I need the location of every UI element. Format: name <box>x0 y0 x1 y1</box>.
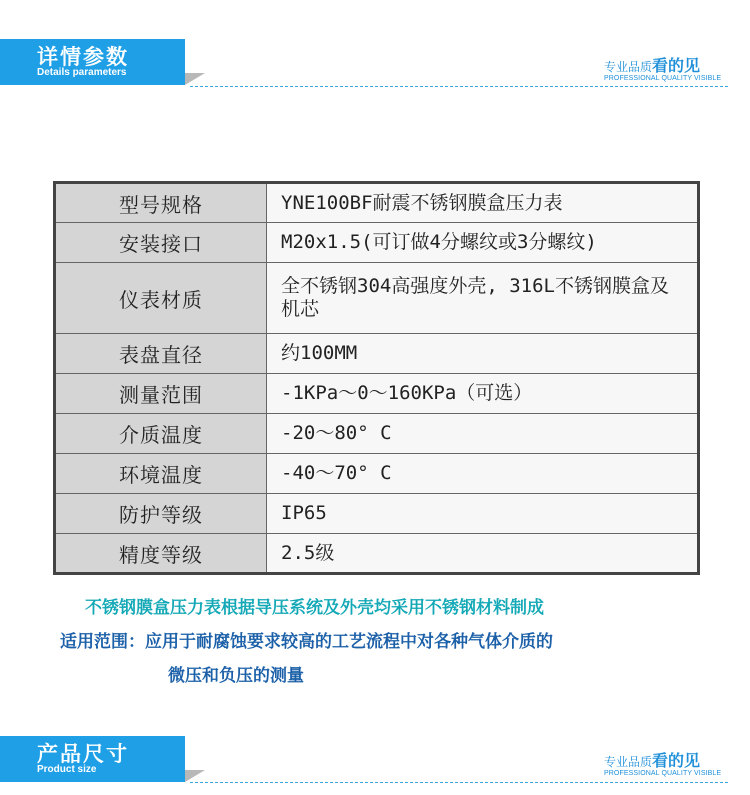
spec-label: 环境温度 <box>55 454 267 494</box>
spec-value: 约100MM <box>267 334 699 374</box>
size-section-title: 产品尺寸 <box>37 742 129 766</box>
spec-label: 型号规格 <box>55 183 267 223</box>
spec-value: 2.5级 <box>267 534 699 574</box>
application-note: 适用范围：应用于耐腐蚀要求较高的工艺流程中对各种气体介质的 <box>60 632 553 652</box>
quality-english: PROFESSIONAL QUALITY VISIBLE <box>604 770 722 777</box>
details-section-subtitle: Details parameters <box>37 67 127 78</box>
spec-value: -20～80° C <box>267 414 699 454</box>
table-row <box>55 454 699 494</box>
spec-label: 精度等级 <box>55 534 267 574</box>
quality-english: PROFESSIONAL QUALITY VISIBLE <box>604 75 722 82</box>
table-row <box>55 223 699 263</box>
banner-fold <box>185 73 205 85</box>
spec-value: 全不锈钢304高强度外壳, 316L不锈钢膜盒及机芯 <box>267 263 699 334</box>
table-row <box>55 494 699 534</box>
size-section-subtitle: Product size <box>37 764 97 775</box>
table-row <box>55 263 699 334</box>
spec-label: 表盘直径 <box>55 334 267 374</box>
quality-emphasis: 看的见 <box>652 56 701 75</box>
spec-value: M20x1.5(可订做4分螺纹或3分螺纹) <box>267 223 699 263</box>
table-row <box>55 334 699 374</box>
size-section-banner <box>0 736 185 782</box>
spec-label: 安装接口 <box>55 223 267 263</box>
section-divider <box>190 782 728 783</box>
quality-prefix: 专业品质 <box>604 60 653 74</box>
table-row <box>55 374 699 414</box>
quality-tag <box>604 53 721 82</box>
table-row <box>55 414 699 454</box>
application-note-cont: 微压和负压的测量 <box>168 666 304 686</box>
quality-prefix: 专业品质 <box>604 755 653 769</box>
details-section-banner <box>0 39 185 85</box>
quality-tag <box>604 748 721 777</box>
spec-label: 防护等级 <box>55 494 267 534</box>
table-row <box>55 534 699 574</box>
spec-label: 仪表材质 <box>55 263 267 334</box>
spec-value: -1KPa～0～160KPa（可选） <box>267 374 699 414</box>
spec-table <box>53 181 700 575</box>
spec-label: 介质温度 <box>55 414 267 454</box>
details-section-title: 详情参数 <box>37 45 129 69</box>
spec-value: -40～70° C <box>267 454 699 494</box>
spec-label: 测量范围 <box>55 374 267 414</box>
quality-emphasis: 看的见 <box>652 751 701 770</box>
banner-fold <box>185 770 205 782</box>
table-row <box>55 183 699 223</box>
material-note: 不锈钢膜盒压力表根据导压系统及外壳均采用不锈钢材料制成 <box>85 598 544 618</box>
section-divider <box>190 86 728 87</box>
spec-value: YNE100BF耐震不锈钢膜盒压力表 <box>267 183 699 223</box>
spec-value: IP65 <box>267 494 699 534</box>
